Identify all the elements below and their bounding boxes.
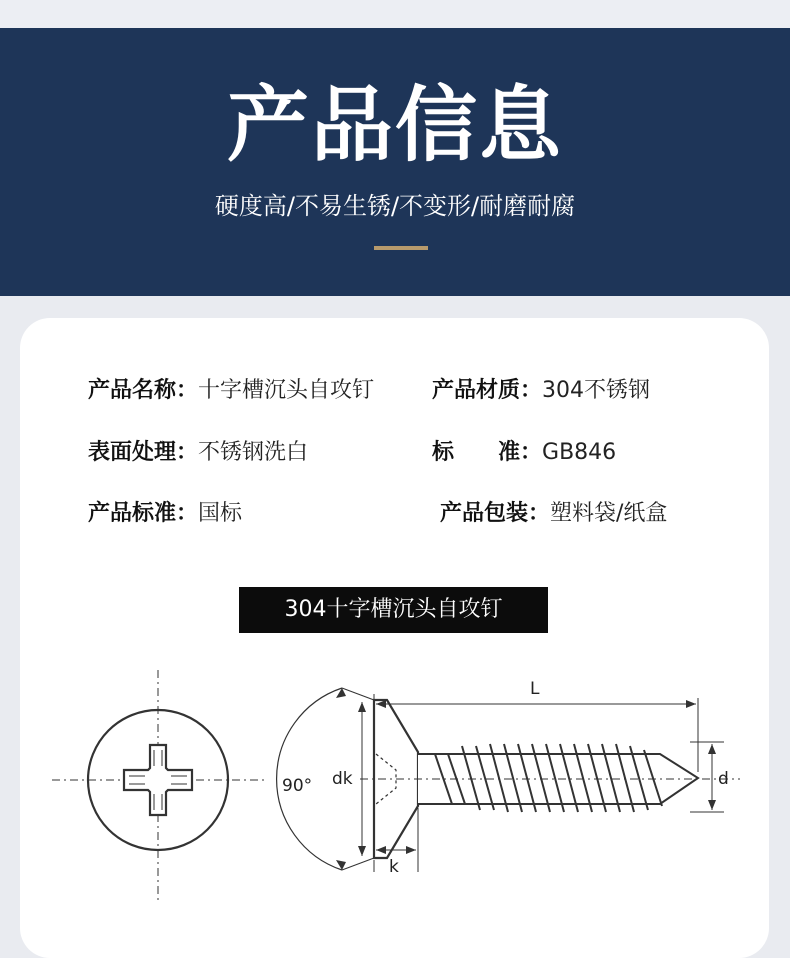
product-title-box: 304十字槽沉头自攻钉 bbox=[239, 587, 548, 633]
spec-surface bbox=[88, 438, 308, 468]
spec-value: 304不锈钢 bbox=[542, 378, 651, 403]
phillips-head-icon bbox=[52, 670, 265, 900]
accent-rule bbox=[374, 246, 428, 250]
spec-material bbox=[432, 376, 650, 406]
spec-label: 产品名称： bbox=[88, 378, 199, 403]
spec-product-name bbox=[88, 376, 374, 406]
page-subtitle: 硬度高/不易生锈/不变形/耐磨耐腐 bbox=[214, 192, 576, 220]
spec-label: 产品材质： bbox=[432, 378, 543, 403]
header-banner bbox=[0, 28, 790, 296]
spec-label: 表面处理： bbox=[88, 440, 199, 465]
spec-packaging bbox=[440, 499, 667, 529]
k-label: k bbox=[389, 857, 399, 877]
dk-label: dk bbox=[332, 769, 353, 789]
page-title: 产品信息 bbox=[226, 78, 563, 173]
spec-value: 国标 bbox=[198, 501, 243, 526]
spec-label: 产品包装： bbox=[440, 501, 551, 526]
spec-value: 十字槽沉头自攻钉 bbox=[198, 378, 375, 403]
spec-label: 产品标准： bbox=[88, 501, 199, 526]
d-label: d bbox=[718, 769, 729, 789]
spec-value: GB846 bbox=[542, 440, 617, 465]
spec-label: 标 准： bbox=[432, 440, 543, 465]
angle-label: 90° bbox=[282, 776, 313, 796]
top-strip bbox=[0, 0, 790, 28]
screw-drawing bbox=[0, 650, 790, 924]
spec-value: 不锈钢洗白 bbox=[198, 440, 309, 465]
spec-standard-code bbox=[432, 438, 616, 468]
spec-standard bbox=[88, 499, 242, 529]
spec-value: 塑料袋/纸盒 bbox=[550, 501, 668, 526]
length-label: L bbox=[530, 679, 540, 699]
